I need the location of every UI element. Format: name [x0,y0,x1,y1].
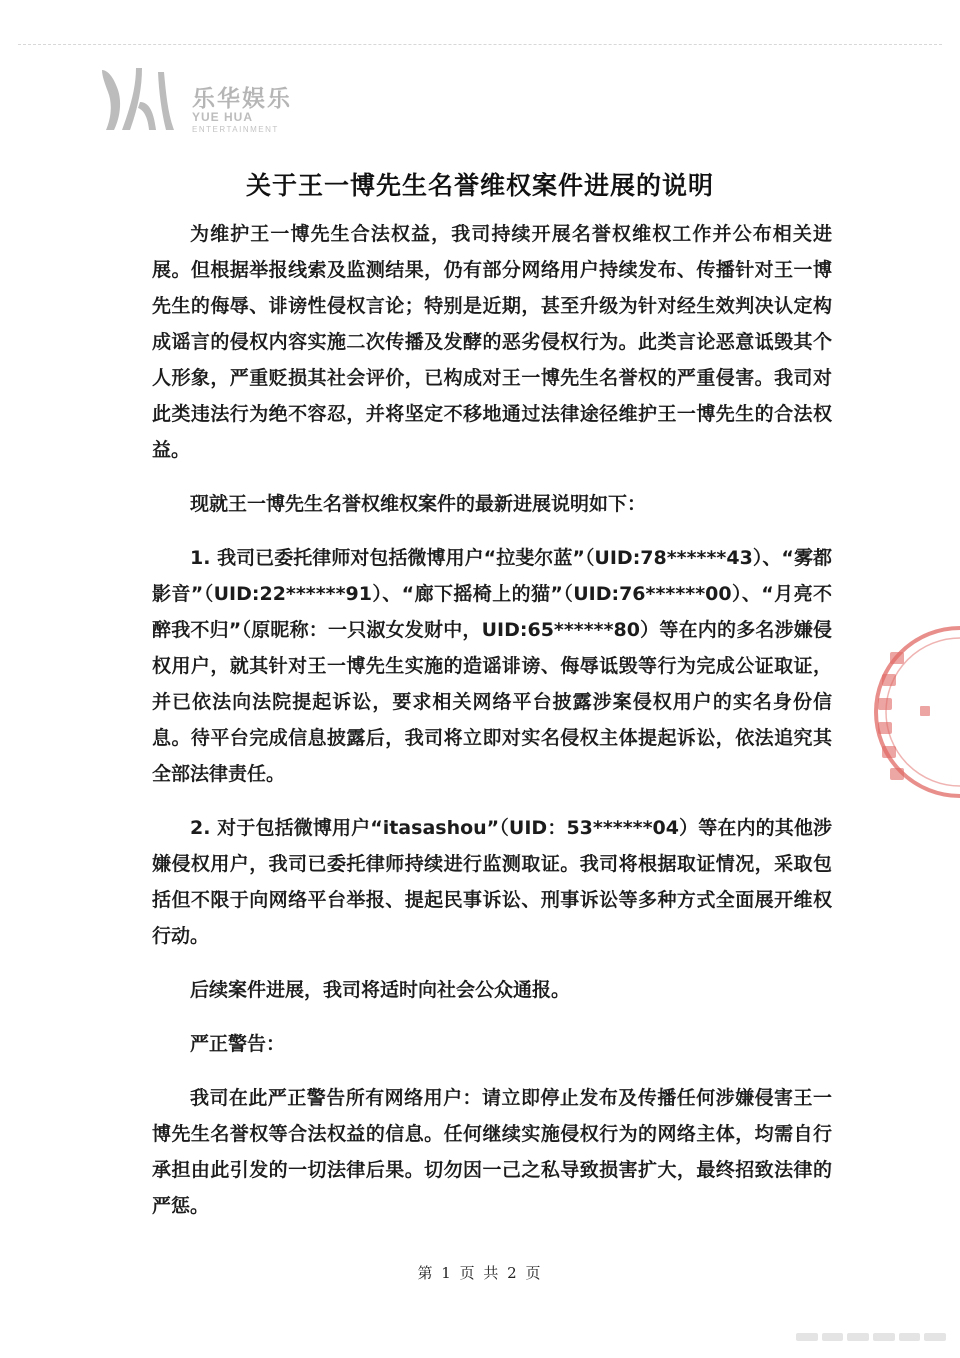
warning-heading: 严正警告： [190,1033,286,1055]
intro-paragraph: 为维护王一博先生合法权益，我司持续开展名誉权维权工作并公布相关进展。但根据举报线索及监测结果，仍有部分网络用户持续发布、传播针对王一博先生的侮辱、诽谤性侵权言论；特别是近期，甚至升级为针对经生效判决认定构成谣言的侵权内容实施二次传播及发酵的恶劣侵权行为。此类言论恶意诋毁其个人形象，严重贬损其社会评价，已构成对王一博先生名誉权的严重侵害。我司对此类违法行为绝不容忍，并将坚定不移地通过法律途径维护王一博先生的合法权益。 [152,223,832,461]
toolbar-segment [796,1333,818,1341]
viewer-toolbar-strip [796,1333,946,1341]
toolbar-segment [899,1333,921,1341]
company-seal-icon [860,612,960,812]
logo-name-en-sub: ENTERTAINMENT [192,125,279,134]
logo-name-cn: 乐华娱乐 [192,86,292,112]
yuehua-logo-icon [96,64,178,136]
toolbar-segment [822,1333,844,1341]
company-logo [96,64,316,144]
progress-item-1: 1. 我司已委托律师对包括微博用户“拉斐尔蓝”（UID:78******43）、“雾都影音”（UID:22******91）、“廊下摇椅上的猫”（UID:76******00）、“月亮不醉我不归”（原昵称：一只淑女发财中，UID:65******80）等在内的多名涉嫌侵权用户，就其针对王一博先生实施的造谣诽谤、侮辱诋毁等行为完成公证取证，并已依法向法院提起诉讼，要求相关网络平台披露涉案侵权用户的实名身份信息。待平台完成信息披露后，我司将立即对实名侵权主体提起诉讼，依法追究其全部法律责任。 [152,547,832,785]
warning-paragraph: 我司在此严正警告所有网络用户：请立即停止发布及传播任何涉嫌侵害王一博先生名誉权等合法权益的信息。任何继续实施侵权行为的网络主体，均需自行承担由此引发的一切法律后果。切勿因一己之私导致损害扩大，最终招致法律的严惩。 [152,1087,832,1217]
progress-intro-paragraph: 现就王一博先生名誉权维权案件的最新进展说明如下： [190,493,647,515]
follow-up-paragraph: 后续案件进展，我司将适时向社会公众通报。 [190,979,571,1001]
toolbar-segment [873,1333,895,1341]
logo-name-en: YUE HUA [192,110,254,124]
page-footer: 第 1 页 共 2 页 [417,1264,543,1282]
document-body [152,216,832,1242]
progress-item-2: 2. 对于包括微博用户“itasashou”（UID：53******04）等在内的其他涉嫌侵权用户，我司已委托律师持续进行监测取证。我司将根据取证情况，采取包括但不限于向网络平台举报、提起民事诉讼、刑事诉讼等多种方式全面展开维权行动。 [152,817,832,947]
toolbar-segment [924,1333,946,1341]
top-divider [18,44,942,45]
toolbar-segment [847,1333,869,1341]
document-title: 关于王一博先生名誉维权案件进展的说明 [245,171,714,200]
